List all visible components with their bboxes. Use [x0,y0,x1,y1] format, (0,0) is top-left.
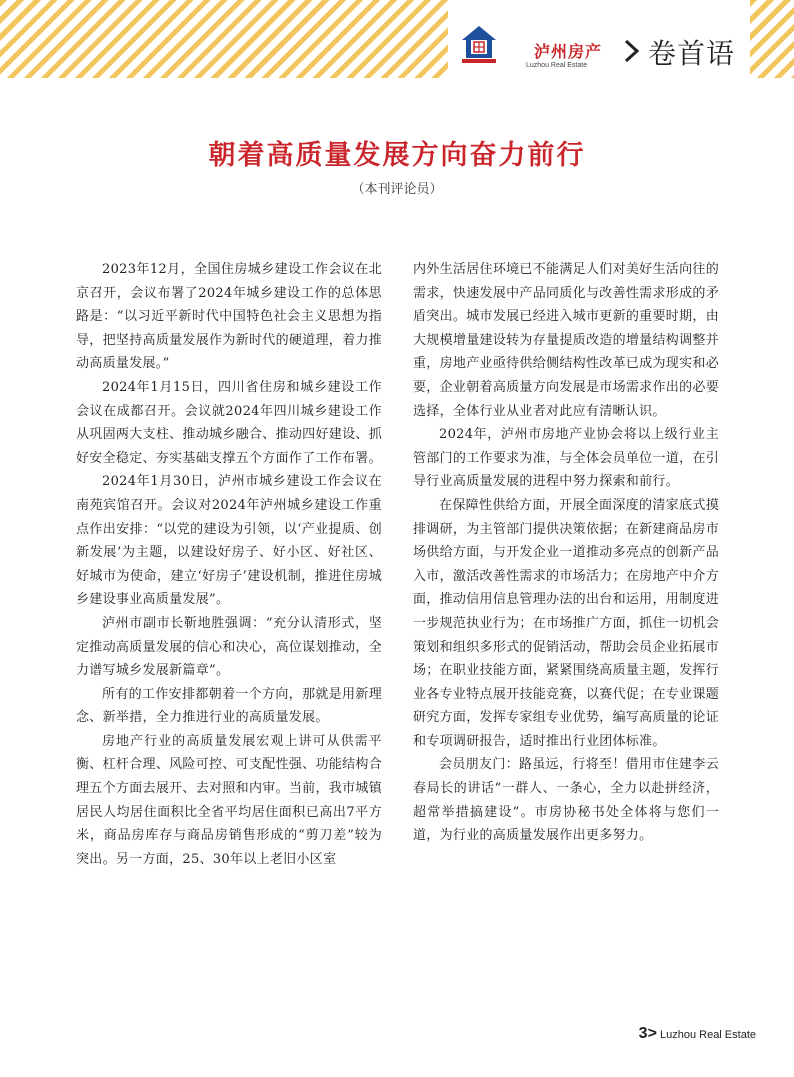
paragraph: 2024年1月30日，泸州市城乡建设工作会议在南苑宾馆召开。会议对2024年泸州城乡建设工作重点作出安排：“以党的建设为引领，以‘产业提质、创新发展’为主题，以建设好房子、好小区、好社区、好城市为使命，建立‘好房子’建设机制，推进住房城乡建设事业高质量发展”。 [76,474,382,608]
page-footer [639,1025,756,1043]
paragraph: 在保障性供给方面，开展全面深度的清家底式摸排调研，为主管部门提供决策依据；在新建商品房市场供给方面，与开发企业一道推动多亮点的创新产品入市，激活改善性需求的市场活力；在房地产中介方面，推动信用信息管理办法的出台和运用，用制度进一步规范执业行为；在市场推广方面，抓住一切机会策划和组织多形式的促销活动，帮助会员企业拓展市场；在职业技能方面，紧紧围绕高质量主题，发挥行业各专业特点展开技能竞赛，以赛代促；在专业课题研究方面，发挥专家组专业优势，编写高质量的论证和专项调研报告，适时推出行业团体标准。 [413,497,719,749]
paragraph: 2024年1月15日，四川省住房和城乡建设工作会议在成都召开。会议就2024年四川城乡建设工作从巩固两大支柱、推动城乡融合、推动四好建设、抓好安全稳定、夯实基础支撑五个方面作了工作布署。 [76,379,382,466]
article-title: 朝着高质量发展方向奋力前行 [208,140,586,171]
section-title: 卷首语 [648,37,736,70]
left-column [76,258,382,871]
paragraph: 会员朋友门：路虽远，行将至！借用市住建李云春局长的讲话“一群人、一条心，全力以赴拼经济，超常举措搞建设”。市房协秘书处全体将与您们一道，为行业的高质量发展作出更多努力。 [413,757,719,844]
header-stripes-left [0,0,448,78]
paragraph-continuation: 内外生活居住环境已不能满足人们对美好生活向往的需求，快速发展中产品同质化与改善性需求形成的矛盾突出。城市发展已经进入城市更新的重要时期，由大规模增量建设转为存量提质改造的增量结构调整并重，房地产业亟待供给侧结构性改革已成为现实和必要，企业朝着高质量方向发展是市场需求作出的必要选择，全体行业从业者对此应有清晰认识。 [413,262,719,419]
chevron-right-icon [622,38,642,64]
page-number: 3 [638,1025,648,1042]
house-logo-icon [460,24,498,64]
logo-text-en: Luzhou Real Estate [526,62,588,69]
footer-arrow: > [647,1025,657,1042]
article-byline: （本刊评论员） [351,182,443,197]
paragraph: 所有的工作安排都朝着一个方向，那就是用新理念、新举措，全力推进行业的高质量发展。 [76,686,382,726]
publication-name: Luzhou Real Estate [659,1029,756,1041]
paragraph: 2023年12月，全国住房城乡建设工作会议在北京召开，会议布署了2024年城乡建设工作的总体思路是：“以习近平新时代中国特色社会主义思想为指导，把坚持高质量发展作为新时代的硬道理，着力推动高质量发展。” [76,262,382,372]
header-stripes-right [750,0,794,78]
paragraph: 泸州市副市长靳地胜强调：“充分认清形式，坚定推动高质量发展的信心和决心，高位谋划推动，全力谱写城乡发展新篇章”。 [76,615,382,679]
right-column [413,258,719,848]
paragraph: 2024年，泸州市房地产业协会将以上级行业主管部门的工作要求为准，与全体会员单位一道，在引导行业高质量发展的进程中努力探索和前行。 [413,427,719,490]
page-header [452,8,748,72]
logo-text-cn: 泸州房产 [534,42,603,61]
paragraph: 房地产行业的高质量发展宏观上讲可从供需平衡、杠杆合理、风险可控、可支配性强、功能结构合理五个方面去展开、去对照和内审。当前，我市城镇居民人均居住面积比全省平均居住面积已高出7平方米，商品房库存与商品房销售形成的“剪刀差”较为突出。另一方面，25、30年以上老旧小区室 [76,733,382,867]
